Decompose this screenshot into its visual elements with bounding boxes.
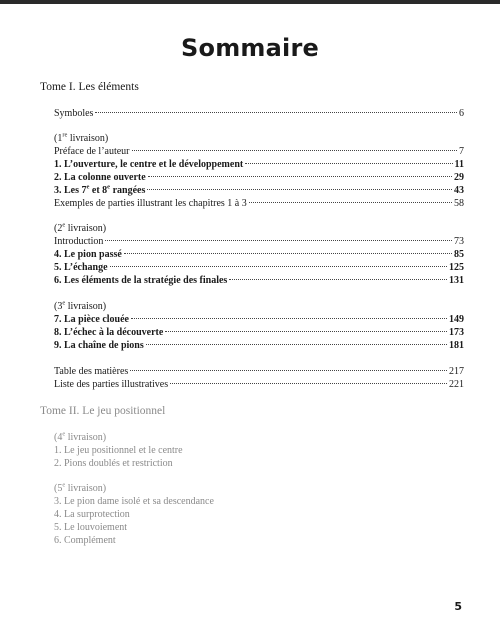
entry-label: Introduction [54,236,104,247]
toc-entry[interactable] [54,235,464,248]
livraison-1-label: (1re livraison) [54,131,109,144]
toc-entry[interactable] [54,145,464,158]
toc-entry[interactable] [54,365,464,378]
leader-dots [245,163,452,164]
leader-dots [147,189,452,190]
page-title: Sommaire [181,34,319,62]
entry-page: 58 [454,198,464,209]
entry-label: Symboles [54,108,94,119]
entry-label: 8. L’échec à la découverte [54,327,164,338]
leader-dots [95,112,457,113]
toc-entry[interactable] [54,313,464,326]
entry-page: 149 [449,314,464,325]
tome2-heading: Tome II. Le jeu positionnel [40,405,166,417]
chapter-item: 6. Complément [54,535,116,546]
leader-dots [146,344,447,345]
entry-page: 221 [449,379,464,390]
entry-label: Préface de l’auteur [54,146,130,157]
entry-label: 4. Le pion passé [54,249,122,260]
toc-entry[interactable] [54,339,464,352]
leader-dots [110,266,447,267]
leader-dots [124,253,452,254]
leader-dots [105,240,452,241]
leader-dots [165,331,447,332]
entry-page: 6 [459,108,464,119]
page-number: 5 [454,600,462,613]
chapter-item: 3. Le pion dame isolé et sa descendance [54,496,214,507]
entry-label: 1. L’ouverture, le centre et le développement [54,159,244,170]
livraison-2-label: (2e livraison) [54,221,107,234]
leader-dots [170,383,447,384]
entry-page: 131 [449,275,464,286]
entry-page: 125 [449,262,464,273]
chapter-item: 1. Le jeu positionnel et le centre [54,445,183,456]
livraison-3-label: (3e livraison) [54,299,107,312]
entry-label: 6. Les éléments de la stratégie des finales [54,275,228,286]
entry-label: Liste des parties illustratives [54,379,169,390]
chapter-item: 2. Pions doublés et restriction [54,458,173,469]
entry-page: 29 [454,172,464,183]
livraison-5-label: (5e livraison) [54,481,107,494]
entry-page: 173 [449,327,464,338]
entry-label: 2. La colonne ouverte [54,172,146,183]
top-border [0,0,500,4]
chapter-item: 4. La surprotection [54,509,130,520]
entry-page: 181 [449,340,464,351]
leader-dots [132,150,457,151]
leader-dots [131,318,447,319]
tome1-heading: Tome I. Les éléments [40,81,139,93]
toc-entry[interactable] [54,326,464,339]
leader-dots [229,279,447,280]
toc-entry[interactable] [54,261,464,274]
toc-entry[interactable] [54,171,464,184]
entry-label: Exemples de parties illustrant les chapitres 1 à 3 [54,198,247,209]
entry-label: 5. L’échange [54,262,108,273]
entry-label: 3. Les 7e et 8e rangées [54,183,146,196]
entry-label: Table des matières [54,366,129,377]
entry-label: 7. La pièce clouée [54,314,129,325]
leader-dots [148,176,452,177]
toc-entry[interactable] [54,184,464,197]
entry-page: 43 [454,185,464,196]
entry-page: 73 [454,236,464,247]
entry-page: 217 [449,366,464,377]
livraison-4-label: (4e livraison) [54,430,107,443]
leader-dots [130,370,447,371]
toc-entry[interactable] [54,248,464,261]
entry-page: 7 [459,146,464,157]
leader-dots [249,202,452,203]
toc-entry-symboles[interactable] [54,107,464,120]
chapter-item: 5. Le louvoiement [54,522,128,533]
toc-entry[interactable] [54,197,464,210]
entry-page: 11 [454,159,464,170]
toc-entry[interactable] [54,158,464,171]
toc-entry[interactable] [54,274,464,287]
toc-entry[interactable] [54,378,464,391]
entry-page: 85 [454,249,464,260]
entry-label: 9. La chaîne de pions [54,340,144,351]
